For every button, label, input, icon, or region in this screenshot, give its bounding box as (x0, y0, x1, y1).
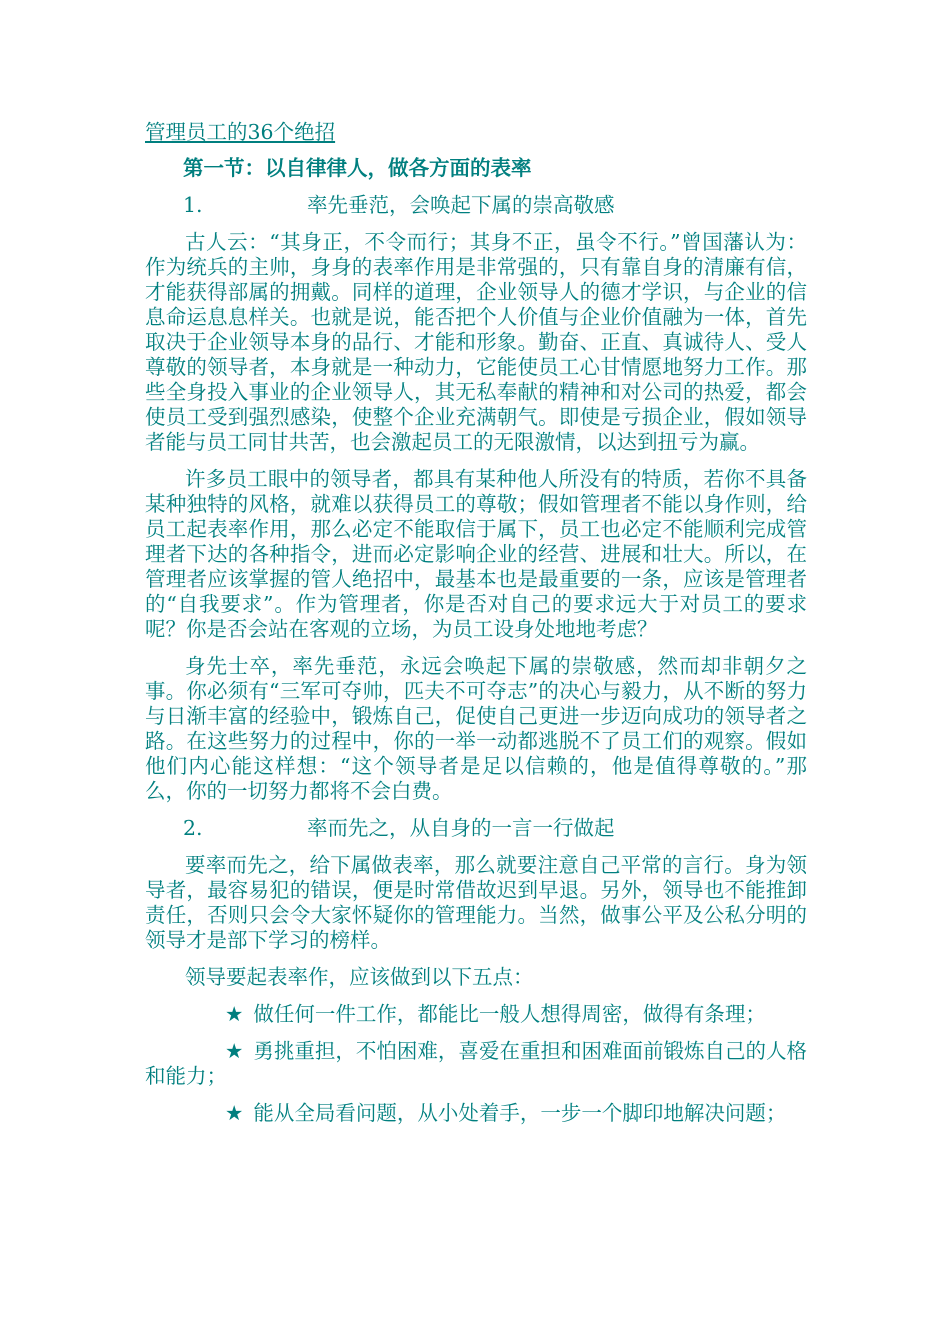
star-icon: ★ (225, 1101, 244, 1125)
section-heading: 第一节：以自律律人，做各方面的表率 (183, 156, 532, 180)
item-1-number: 1. (183, 193, 203, 217)
star-point-1 (145, 1002, 807, 1027)
item-1-paragraph-2: 许多员工眼中的领导者，都具有某种他人所没有的特质，若你不具备某种独特的风格，就难以获得员工的尊敬；假如管理者不能以身作则，给员工起表率作用，那么必定不能取信于属下，员工也必定不能顺利完成管理者下达的各种指令，进而必定影响企业的经营、进展和壮大。所以，在管理者应该掌握的管人绝招中，最基本也是最重要的一条，应该是管理者的“自我要求”。作为管理者，你是否对自己的要求远大于对员工的要求呢？你是否会站在客观的立场，为员工设身处地地考虑？ (145, 467, 807, 641)
star-point-2 (145, 1039, 807, 1089)
item-1-paragraph-1: 古人云：“其身正，不令而行；其身不正，虽令不行。”曾国藩认为：作为统兵的主帅，身身的表率作用是非常强的，只有靠自身的清廉有信，才能获得部属的拥戴。同样的道理，企业领导人的德才学识，与企业的信息命运息息样关。也就是说，能否把个人价值与企业价值融为一体，首先取决于企业领导本身的品行、才能和形象。勤奋、正直、真诚待人、受人尊敬的领导者，本身就是一种动力，它能使员工心甘情愿地努力工作。那些全身投入事业的企业领导人，其无私奉献的精神和对公司的热爱，都会使员工受到强烈感染，使整个企业充满朝气。即使是亏损企业，假如领导者能与员工同甘共苦，也会激起员工的无限激情，以达到扭亏为赢。 (145, 230, 807, 454)
star-icon: ★ (225, 1039, 244, 1063)
document-page (145, 120, 807, 1138)
item-1-heading: 率先垂范，会唤起下属的崇高敬感 (307, 193, 615, 217)
item-1-paragraph-3: 身先士卒，率先垂范，永远会唤起下属的崇敬感，然而却非朝夕之事。你必须有“三军可夺帅，匹夫不可夺志”的决心与毅力，从不断的努力与日渐丰富的经验中，锻炼自己，促使自己更进一步迈向成功的领导者之路。在这些努力的过程中，你的一举一动都逃脱不了员工们的观察。假如他们内心能这样想：“这个领导者是足以信赖的，他是值得尊敬的。”那么，你的一切努力都将不会白费。 (145, 654, 807, 803)
star-point-text: 勇挑重担，不怕困难，喜爱在重担和困难面前锻炼自己的人格和能力； (145, 1039, 807, 1088)
item-2-paragraph-2: 领导要起表率作，应该做到以下五点： (185, 965, 534, 989)
item-2-paragraph-1: 要率而先之，给下属做表率，那么就要注意自己平常的言行。身为领导者，最容易犯的错误，便是时常借故迟到早退。另外，领导也不能推卸责任，否则只会令大家怀疑你的管理能力。当然，做事公平及公私分明的领导才是部下学习的榜样。 (145, 853, 807, 952)
item-2-number: 2. (183, 816, 203, 840)
star-point-text: 做任何一件工作，都能比一般人想得周密，做得有条理； (253, 1002, 766, 1026)
item-1-heading-row (145, 193, 807, 218)
star-point-text: 能从全局看问题，从小处着手，一步一个脚印地解决问题； (253, 1101, 787, 1125)
star-icon: ★ (225, 1002, 244, 1026)
item-2-heading: 率而先之，从自身的一言一行做起 (307, 816, 615, 840)
star-point-3 (145, 1101, 807, 1126)
document-title[interactable]: 管理员工的36个绝招 (145, 120, 336, 144)
item-2-heading-row (145, 816, 807, 841)
